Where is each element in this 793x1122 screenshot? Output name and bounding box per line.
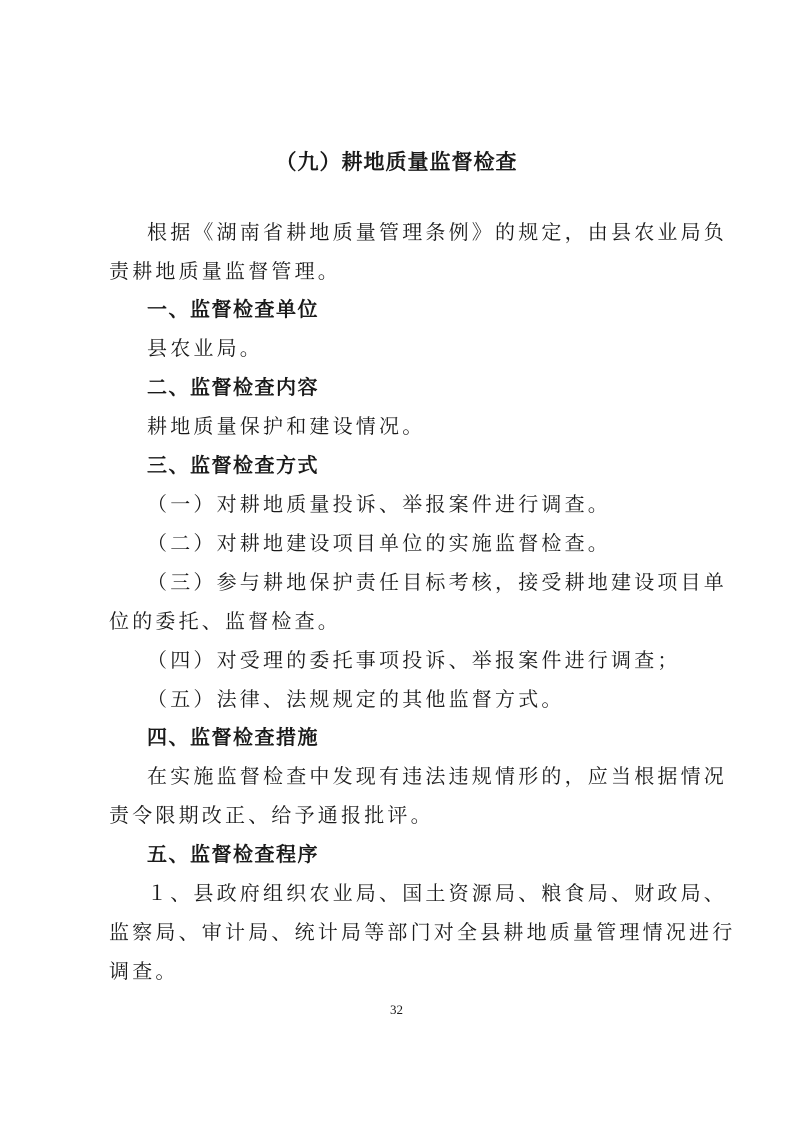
section-1-text: 县农业局。 <box>147 336 263 360</box>
section-4-line-2: 责令限期改正、给予通报批评。 <box>109 803 434 827</box>
intro-line-1: 根据《湖南省耕地质量管理条例》的规定，由县农业局负 <box>147 220 727 244</box>
section-heading-3: 三、监督检查方式 <box>147 453 319 477</box>
section-5-item-1-line-2: 监察局、审计局、统计局等部门对全县耕地质量管理情况进行 <box>109 920 736 944</box>
section-3-item-3-line-1: （三）参与耕地保护责任目标考核，接受耕地建设项目单 <box>147 570 727 594</box>
page-title: （九）耕地质量监督检查 <box>275 149 518 174</box>
section-heading-4: 四、监督检查措施 <box>147 725 319 749</box>
section-3-item-1: （一）对耕地质量投诉、举报案件进行调查。 <box>147 492 611 516</box>
section-heading-1: 一、监督检查单位 <box>147 297 319 321</box>
intro-line-2: 责耕地质量监督管理。 <box>109 259 341 283</box>
section-4-line-1: 在实施监督检查中发现有违法违规情形的，应当根据情况 <box>147 764 727 788</box>
section-3-item-4: （四）对受理的委托事项投诉、举报案件进行调查； <box>147 648 681 672</box>
section-3-item-2: （二）对耕地建设项目单位的实施监督检查。 <box>147 531 611 555</box>
section-heading-5: 五、监督检查程序 <box>147 842 319 866</box>
section-3-item-5: （五）法律、法规规定的其他监督方式。 <box>147 687 565 711</box>
section-2-text: 耕地质量保护和建设情况。 <box>147 414 426 438</box>
section-5-item-1-line-1: １、县政府组织农业局、国土资源局、粮食局、财政局、 <box>147 881 727 905</box>
section-5-item-1-line-3: 调查。 <box>109 959 179 983</box>
section-3-item-3-line-2: 位的委托、监督检查。 <box>109 609 341 633</box>
section-heading-2: 二、监督检查内容 <box>147 375 319 399</box>
page-number: 32 <box>390 1002 403 1017</box>
